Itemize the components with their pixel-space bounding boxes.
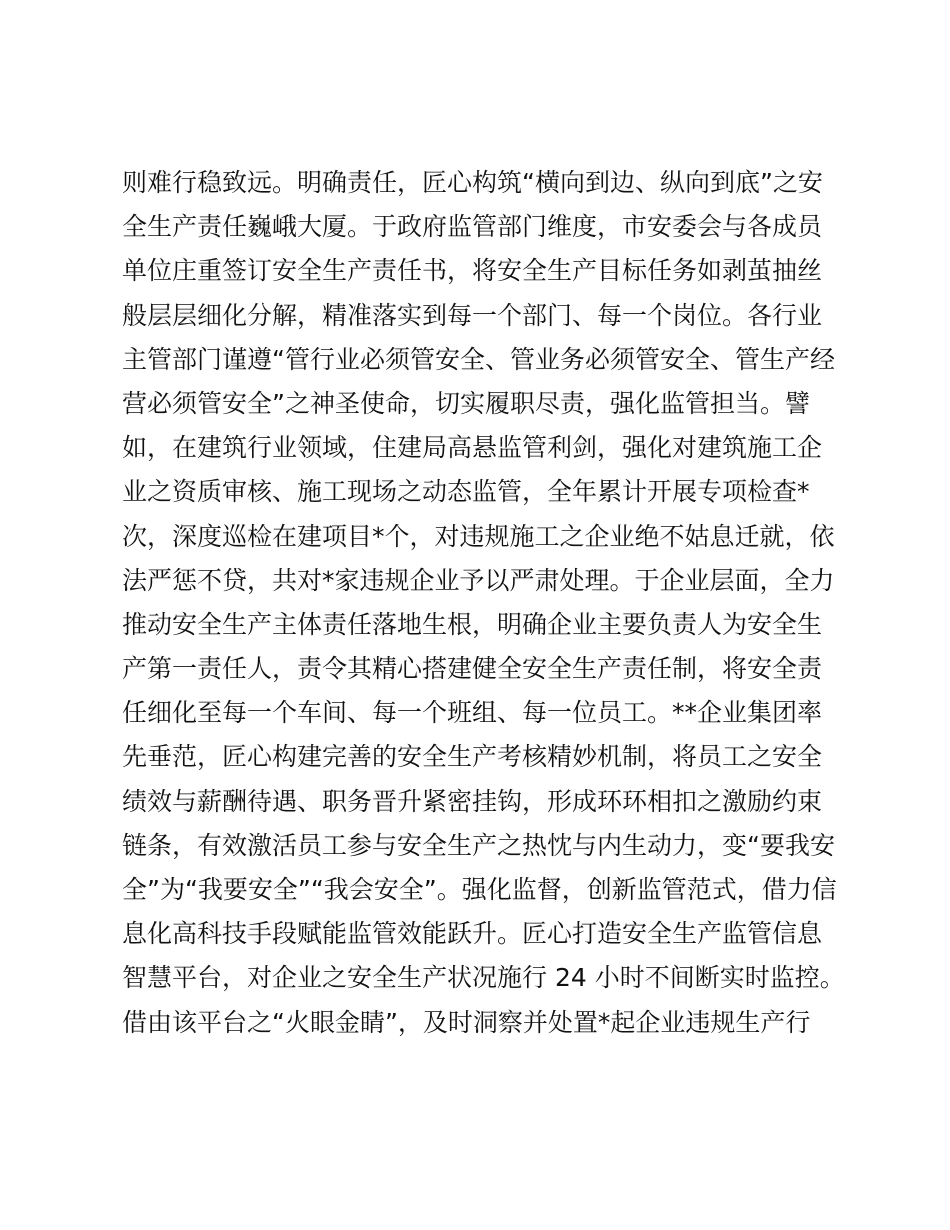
text-line-16: 链条，有效激活员工参与安全生产之热忱与内生动力，变“要我安 [122, 830, 835, 860]
text-line-9: 次，深度巡检在建项目*个，对违规施工之企业绝不姑息迁就，依 [122, 521, 835, 551]
text-line-17: 全”为“我要安全”“我会安全”。强化监督，创新监管范式，借力信 [122, 875, 837, 904]
text-line-4: 般层层细化分解，精准落实到每一个部门、每一个岗位。各行业 [122, 300, 823, 330]
text-line-5: 主管部门谨遵“管行业必须管安全、管业务必须管安全、管生产经 [122, 344, 835, 374]
body-paragraph [122, 161, 845, 1045]
text-line-3: 单位庄重签订安全生产责任书，将安全生产目标任务如剥茧抽丝 [122, 256, 823, 286]
text-line-18: 息化高科技手段赋能监管效能跃升。匠心打造安全生产监管信息 [122, 919, 823, 949]
text-line-1: 则难行稳致远。明确责任，匠心构筑“横向到边、纵向到底”之安 [122, 168, 823, 197]
text-line-2: 全生产责任巍峨大厦。于政府监管部门维度，市安委会与各成员 [122, 212, 823, 242]
text-line-12: 产第一责任人，责令其精心搭建健全安全生产责任制，将安全责 [122, 654, 823, 684]
text-line-6: 营必须管安全”之神圣使命，切实履职尽责，强化监管担当。譬 [122, 388, 810, 418]
text-line-15: 绩效与薪酬待遇、职务晋升紧密挂钩，形成环环相扣之激励约束 [122, 786, 823, 816]
text-line-8: 业之资质审核、施工现场之动态监管，全年累计开展专项检查* [122, 477, 810, 507]
text-line-20: 借由该平台之“火眼金睛”，及时洞察并处置*起企业违规生产行 [122, 1007, 811, 1037]
text-line-7: 如，在建筑行业领域，住建局高悬监管利剑，强化对建筑施工企 [122, 433, 823, 463]
text-line-13: 任细化至每一个车间、每一个班组、每一位员工。**企业集团率 [122, 698, 823, 728]
text-line-14: 先垂范，匠心构建完善的安全生产考核精妙机制，将员工之安全 [122, 742, 823, 772]
text-line-11: 推动安全生产主体责任落地生根，明确企业主要负责人为安全生 [122, 609, 823, 639]
text-line-10: 法严惩不贷，共对*家违规企业予以严肃处理。于企业层面，全力 [122, 565, 835, 595]
text-line-19: 智慧平台，对企业之安全生产状况施行 24 小时不间断实时监控。 [122, 963, 845, 993]
